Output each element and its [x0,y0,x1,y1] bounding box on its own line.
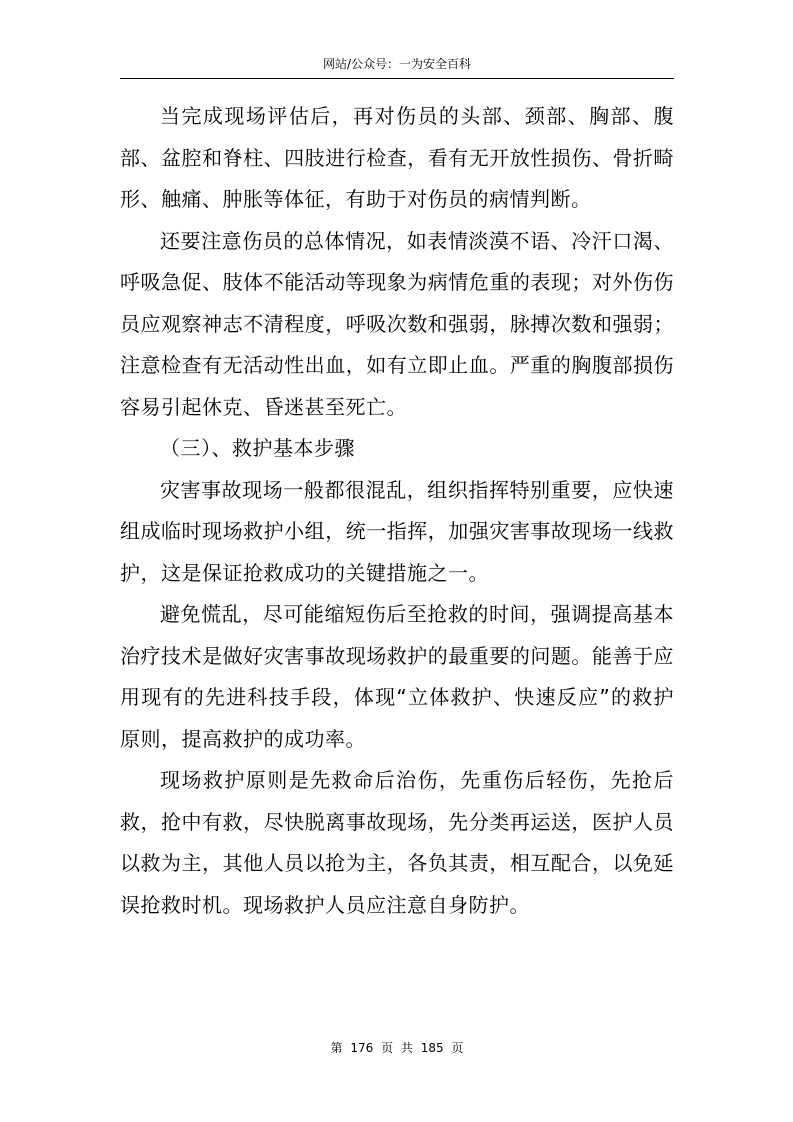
page-header: 网站/公众号：一为安全百科 [322,57,472,71]
page-number: 第 176 页 共 185 页 [330,1041,464,1055]
section-heading-rescue-steps: （三）、救护基本步骤 [160,436,355,460]
header-divider [120,78,674,79]
paragraph-injury-check: 当完成现场评估后，再对伤员的头部、颈部、胸部、腹部、盆腔和脊柱、四肢进行检查，看有无开放性损伤、骨折畸形、触痛、肿胀等体征，有助于对伤员的病情判断。 [120,104,674,211]
paragraph-overall-condition: 还要注意伤员的总体情况，如表情淡漠不语、冷汗口渴、呼吸急促、肢体不能活动等现象为病情危重的表现；对外伤伤员应观察神志不清程度，呼吸次数和强弱，脉搏次数和强弱；注意检查有无活动性出血，如有立即止血。严重的胸腹部损伤容易引起休克、昏迷甚至死亡。 [120,228,674,419]
paragraph-avoid-panic: 避免慌乱，尽可能缩短伤后至抢救的时间，强调提高基本治疗技术是做好灾害事故现场救护的最重要的问题。能善于应用现有的先进科技手段，体现“立体救护、快速反应”的救护原则，提高救护的成功率。 [120,602,674,751]
document-body [120,96,674,926]
paragraph-rescue-principles: 现场救护原则是先救命后治伤，先重伤后轻伤，先抢后救，抢中有救，尽快脱离事故现场，先分类再运送，医护人员以救为主，其他人员以抢为主，各负其责，相互配合，以免延误抢救时机。现场救护人员应注意自身防护。 [120,768,674,917]
paragraph-rescue-team: 灾害事故现场一般都很混乱，组织指挥特别重要，应快速组成临时现场救护小组，统一指挥，加强灾害事故现场一线救护，这是保证抢救成功的关键措施之一。 [120,477,674,585]
